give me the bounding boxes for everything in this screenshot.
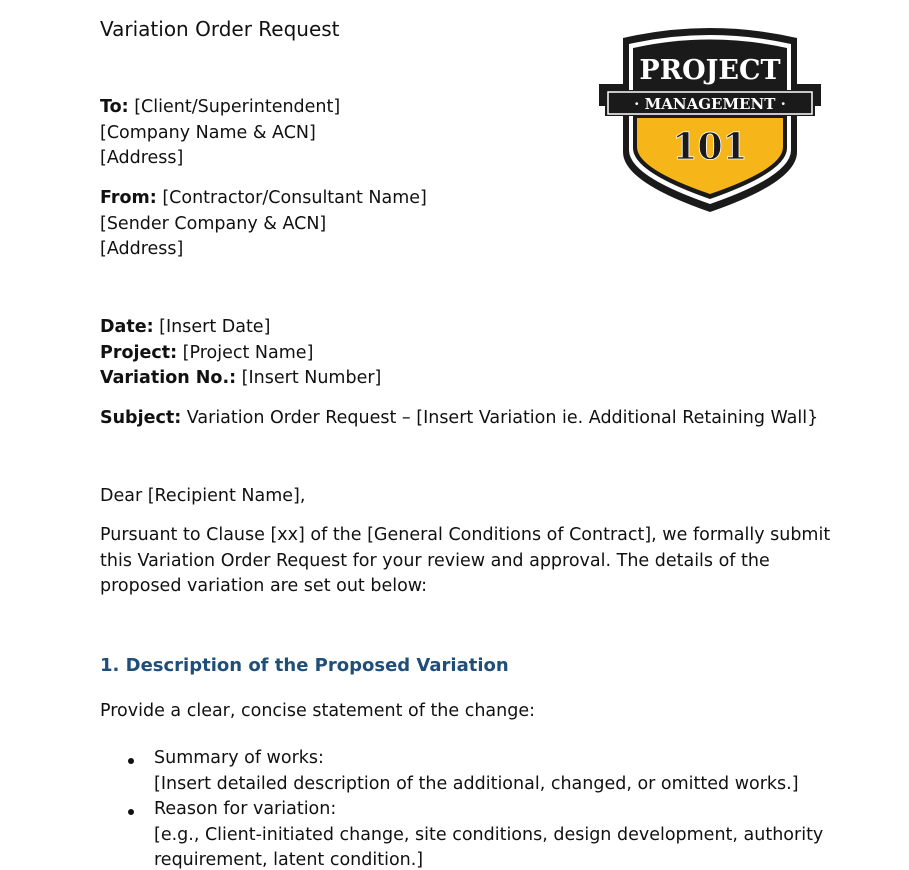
logo-text-management: · MANAGEMENT · [634, 95, 786, 113]
from-line [100, 188, 427, 208]
from-company: [Sender Company & ACN] [100, 214, 327, 234]
date-label: Date: [100, 317, 154, 337]
logo-text-project: PROJECT [639, 55, 781, 86]
to-value: [Client/Superintendent] [134, 97, 341, 117]
logo-badge-icon [597, 22, 823, 214]
intro-line-3: proposed variation are set out below: [100, 576, 428, 596]
subject-label: Subject: [100, 408, 182, 428]
subject-line [100, 408, 818, 428]
section-lead: Provide a clear, concise statement of the change: [100, 701, 536, 721]
bullet-dot [128, 809, 134, 815]
to-line [100, 97, 340, 117]
to-address: [Address] [100, 148, 184, 168]
bullet-dot [128, 758, 134, 764]
logo-text-101: 101 [672, 126, 748, 168]
to-company: [Company Name & ACN] [100, 123, 316, 143]
project-management-101-logo [597, 22, 823, 214]
project-line [100, 343, 313, 363]
subject-value: Variation Order Request – [Insert Variation ie. Additional Retaining Wall} [186, 408, 819, 428]
bullet-title: Reason for variation: [154, 799, 337, 819]
section-heading: 1. Description of the Proposed Variation [100, 655, 509, 676]
bullet-text: requirement, latent condition.] [154, 850, 424, 870]
project-value: [Project Name] [182, 343, 314, 363]
date-value: [Insert Date] [159, 317, 271, 337]
intro-line-1: Pursuant to Clause [xx] of the [General Conditions of Contract], we formally submit [100, 525, 831, 545]
salutation: Dear [Recipient Name], [100, 486, 306, 506]
to-label: To: [100, 97, 129, 117]
variation-number-value: [Insert Number] [241, 368, 382, 388]
document-title: Variation Order Request [100, 17, 340, 41]
bullet-title: Summary of works: [154, 748, 324, 768]
from-value: [Contractor/Consultant Name] [162, 188, 427, 208]
variation-number-line [100, 368, 381, 388]
variation-number-label: Variation No.: [100, 368, 237, 388]
project-label: Project: [100, 343, 178, 363]
from-address: [Address] [100, 239, 184, 259]
bullet-text: [Insert detailed description of the additional, changed, or omitted works.] [154, 774, 799, 794]
intro-line-2: this Variation Order Request for your review and approval. The details of the [100, 551, 770, 571]
date-line [100, 317, 270, 337]
bullet-text: [e.g., Client-initiated change, site conditions, design development, authority [154, 825, 824, 845]
from-label: From: [100, 188, 157, 208]
